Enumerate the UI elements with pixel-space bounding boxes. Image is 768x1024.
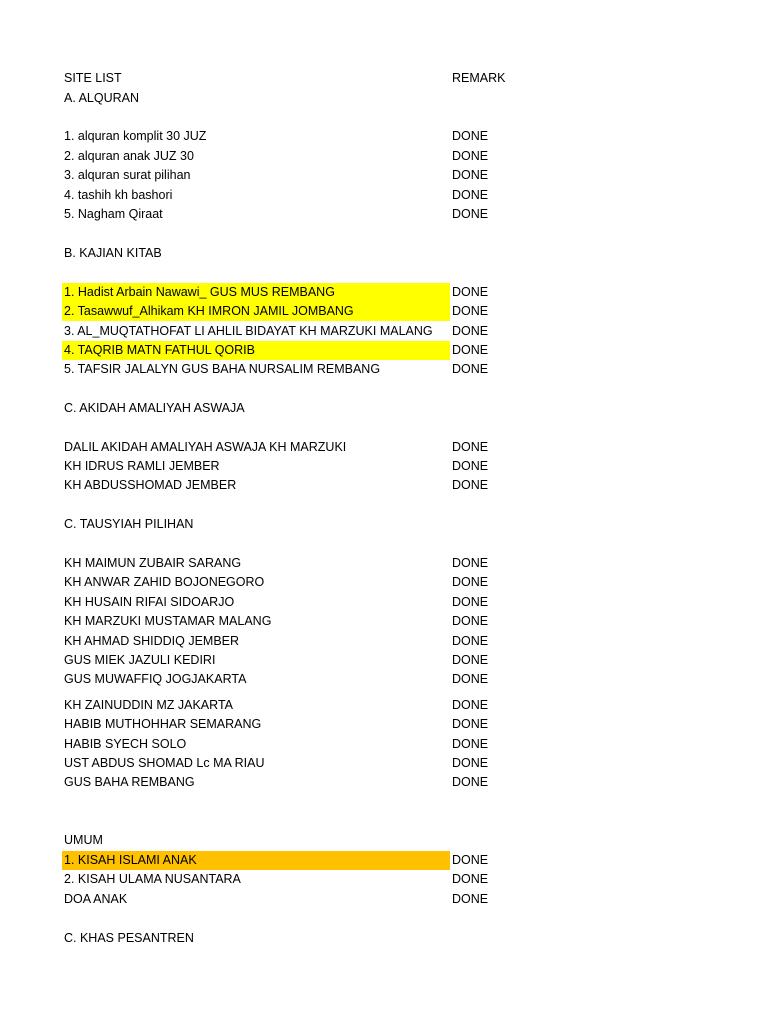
list-item — [62, 696, 502, 715]
list-item — [62, 754, 502, 773]
site-name: KH MARZUKI MUSTAMAR MALANG — [64, 614, 272, 628]
site-name: HABIB SYECH SOLO — [64, 737, 187, 751]
list-item — [62, 670, 502, 689]
site-name: 5. TAFSIR JALALYN GUS BAHA NURSALIM REMBANG — [64, 362, 381, 376]
site-name: GUS MIEK JAZULI KEDIRI — [64, 653, 216, 667]
site-name: B. KAJIAN KITAB — [64, 246, 162, 260]
status-remark: DONE — [452, 149, 489, 163]
status-remark: DONE — [452, 478, 489, 492]
site-name: KH HUSAIN RIFAI SIDOARJO — [64, 595, 235, 609]
site-name: GUS BAHA REMBANG — [64, 775, 195, 789]
status-remark: DONE — [452, 892, 489, 906]
site-name: A. ALQURAN — [64, 91, 140, 105]
section-heading — [62, 515, 502, 534]
status-remark: DONE — [452, 459, 489, 473]
list-item — [62, 205, 502, 224]
site-name: KH IDRUS RAMLI JEMBER — [64, 459, 220, 473]
list-item — [62, 457, 502, 476]
site-name: 4. tashih kh bashori — [64, 188, 173, 202]
site-name: C. TAUSYIAH PILIHAN — [64, 517, 194, 531]
site-list-header: SITE LIST — [64, 71, 122, 85]
list-item — [62, 851, 502, 870]
site-name: 2. Tasawwuf_Alhikam KH IMRON JAMIL JOMBANG — [62, 302, 450, 321]
status-remark: DONE — [452, 614, 489, 628]
list-item — [62, 554, 502, 573]
site-name: UMUM — [64, 833, 103, 847]
status-remark: DONE — [452, 188, 489, 202]
site-name: 3. AL_MUQTATHOFAT LI AHLIL BIDAYAT KH MARZUKI MALANG — [64, 324, 433, 338]
remark-header: REMARK — [452, 71, 506, 85]
site-name: KH ANWAR ZAHID BOJONEGORO — [64, 575, 265, 589]
status-remark: DONE — [452, 853, 489, 867]
list-item — [62, 612, 502, 631]
list-item — [62, 870, 502, 889]
list-item — [62, 341, 502, 360]
site-name: 4. TAQRIB MATN FATHUL QORIB — [62, 341, 450, 360]
list-item — [62, 773, 502, 792]
site-name: 5. Nagham Qiraat — [64, 207, 163, 221]
status-remark: DONE — [452, 717, 489, 731]
status-remark: DONE — [452, 285, 489, 299]
list-item — [62, 360, 502, 379]
status-remark: DONE — [452, 440, 489, 454]
site-name: 1. Hadist Arbain Nawawi_ GUS MUS REMBANG — [62, 283, 450, 302]
status-remark: DONE — [452, 168, 489, 182]
status-remark: DONE — [452, 737, 489, 751]
section-heading — [62, 929, 502, 948]
status-remark: DONE — [452, 304, 489, 318]
site-name: GUS MUWAFFIQ JOGJAKARTA — [64, 672, 247, 686]
status-remark: DONE — [452, 556, 489, 570]
status-remark: DONE — [452, 575, 489, 589]
status-remark: DONE — [452, 672, 489, 686]
site-name: 2. KISAH ULAMA NUSANTARA — [64, 872, 241, 886]
section-heading — [62, 89, 502, 108]
site-name: DALIL AKIDAH AMALIYAH ASWAJA KH MARZUKI — [64, 440, 347, 454]
status-remark: DONE — [452, 362, 489, 376]
site-name: HABIB MUTHOHHAR SEMARANG — [64, 717, 262, 731]
section-heading — [62, 399, 502, 418]
section-heading — [62, 244, 502, 263]
site-name: C. KHAS PESANTREN — [64, 931, 194, 945]
site-name: 3. alquran surat pilihan — [64, 168, 191, 182]
list-item — [62, 573, 502, 592]
status-remark: DONE — [452, 653, 489, 667]
list-item — [62, 322, 502, 341]
site-name: KH ZAINUDDIN MZ JAKARTA — [64, 698, 233, 712]
site-name: 1. alquran komplit 30 JUZ — [64, 129, 207, 143]
site-name: KH MAIMUN ZUBAIR SARANG — [64, 556, 242, 570]
list-item — [62, 476, 502, 495]
status-remark: DONE — [452, 634, 489, 648]
list-item — [62, 735, 502, 754]
section-heading — [62, 831, 502, 850]
site-name: UST ABDUS SHOMAD Lc MA RIAU — [64, 756, 265, 770]
site-name: KH AHMAD SHIDDIQ JEMBER — [64, 634, 240, 648]
list-item — [62, 438, 502, 457]
status-remark: DONE — [452, 343, 489, 357]
site-name: 1. KISAH ISLAMI ANAK — [62, 851, 450, 870]
site-name: C. AKIDAH AMALIYAH ASWAJA — [64, 401, 245, 415]
list-item — [62, 715, 502, 734]
status-remark: DONE — [452, 756, 489, 770]
status-remark: DONE — [452, 698, 489, 712]
list-item — [62, 632, 502, 651]
list-item — [62, 593, 502, 612]
list-item — [62, 147, 502, 166]
status-remark: DONE — [452, 129, 489, 143]
site-name: DOA ANAK — [64, 892, 128, 906]
status-remark: DONE — [452, 324, 489, 338]
status-remark: DONE — [452, 775, 489, 789]
list-item — [62, 283, 502, 302]
list-item — [62, 302, 502, 321]
list-item — [62, 651, 502, 670]
site-name: KH ABDUSSHOMAD JEMBER — [64, 478, 237, 492]
site-name: 2. alquran anak JUZ 30 — [64, 149, 194, 163]
status-remark: DONE — [452, 207, 489, 221]
list-item — [62, 166, 502, 185]
list-item — [62, 890, 502, 909]
list-item — [62, 186, 502, 205]
status-remark: DONE — [452, 872, 489, 886]
header-row — [62, 69, 506, 88]
status-remark: DONE — [452, 595, 489, 609]
list-item — [62, 127, 502, 146]
